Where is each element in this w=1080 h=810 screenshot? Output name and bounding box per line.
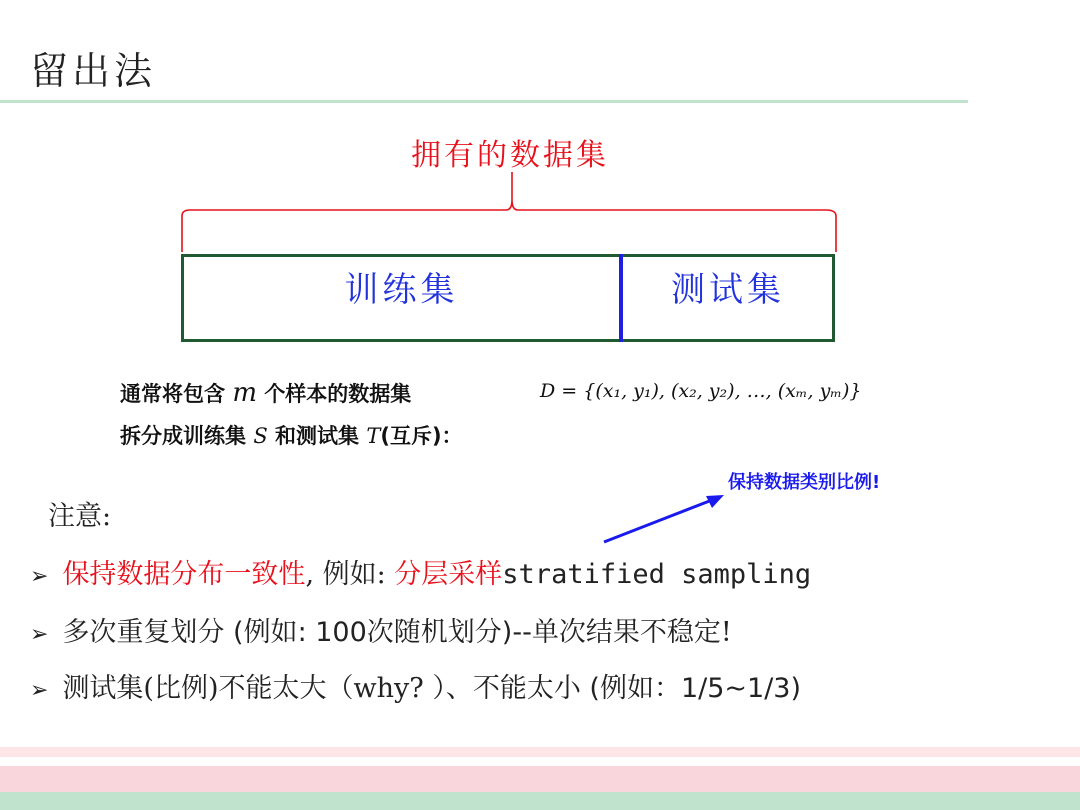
bullet-item-1 <box>30 552 811 591</box>
bullet3-a: 测试集(比例)不能太大（why? ）、不能太小 <box>62 673 581 704</box>
callout-arrow-icon <box>600 490 730 550</box>
bullet1-red2: 分层采样 <box>394 559 503 590</box>
bullet3-d: 1/5~1/3) <box>680 673 802 704</box>
bullet-item-2 <box>30 610 732 649</box>
bullet2-c: 例如 <box>243 617 298 648</box>
bullet1-mid: , 例如: <box>305 559 395 590</box>
bullet2-b: ( <box>224 617 244 648</box>
test-set-label: 测试集 <box>671 270 785 310</box>
bullet2-h: 单次结果不稳定! <box>531 617 732 648</box>
bullet2-g: )-- <box>501 617 532 648</box>
split-text-a: 拆分成训练集 <box>120 424 246 448</box>
title-divider <box>0 100 968 103</box>
bullet2-e: 100 <box>315 617 367 648</box>
var-m: m <box>232 378 257 408</box>
bullet3-c: 例如： <box>599 673 681 704</box>
train-set-label: 训练集 <box>344 270 459 310</box>
bullet3-b: ( <box>580 673 600 704</box>
var-t: T <box>366 424 381 448</box>
bullet-item-3 <box>30 666 801 705</box>
note-heading: 注意: <box>48 501 112 532</box>
description-suffix: 个样本的数据集 <box>264 382 412 406</box>
var-s: S <box>253 424 268 448</box>
dataset-brace <box>180 170 840 254</box>
bullet2-f: 次随机划分 <box>366 617 502 648</box>
dataset-formula: D = {(x₁, y₁), (x₂, y₂), …, (xₘ, yₘ)} <box>540 380 862 402</box>
description-prefix: 通常将包含 <box>120 382 225 406</box>
slide-title: 留出法 <box>30 49 157 93</box>
bullet-arrow-icon: ➢ <box>30 622 49 647</box>
bullet2-d: : <box>297 617 316 648</box>
description-line-2 <box>120 420 463 450</box>
footer-band-green <box>0 792 1080 810</box>
dataset-label: 拥有的数据集 <box>411 138 609 173</box>
bullet-arrow-icon: ➢ <box>30 678 49 703</box>
bullet1-red1: 保持数据分布一致性 <box>62 559 306 590</box>
split-text-c: (互斥)： <box>380 424 463 448</box>
bullet1-tail: stratified sampling <box>502 559 812 590</box>
bullet2-a: 多次重复划分 <box>62 617 225 648</box>
footer-band-pink <box>0 766 1080 792</box>
stratify-callout: 保持数据类别比例! <box>728 472 881 493</box>
split-text-b: 和测试集 <box>275 424 360 448</box>
footer-band-light <box>0 747 1080 757</box>
description-line-1 <box>120 378 411 408</box>
bullet-arrow-icon: ➢ <box>30 564 49 589</box>
